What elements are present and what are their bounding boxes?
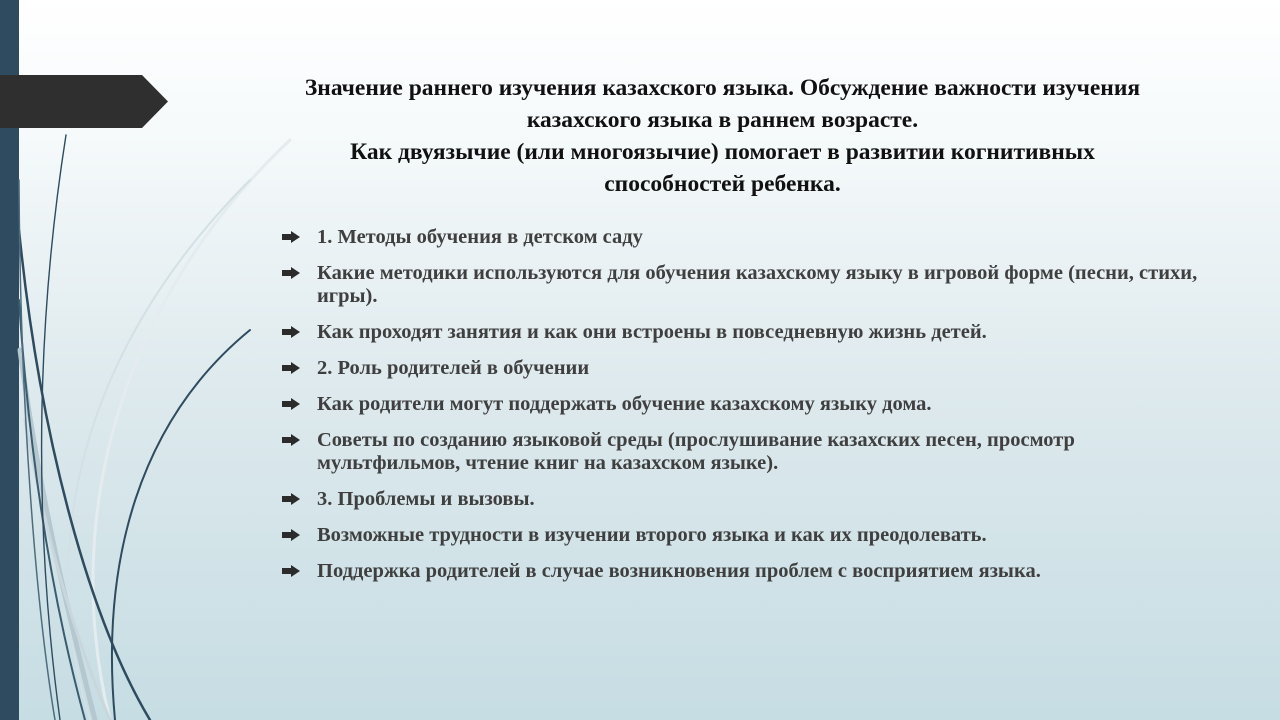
bullet-text: Какие методики используются для обучения казахскому языку в игровой форме (песни, стихи, игры).	[317, 262, 1198, 307]
bullet-list	[282, 226, 1212, 596]
arrow-right-icon	[282, 565, 300, 577]
bullet-text: Поддержка родителей в случае возникновения проблем с восприятием языка.	[317, 560, 1041, 582]
title-line-3: Как двуязычие (или многоязычие) помогает в развитии когнитивных	[350, 139, 1095, 165]
bullet-item	[282, 393, 1212, 416]
arrow-right-icon	[282, 398, 300, 410]
bullet-text: 3. Проблемы и вызовы.	[317, 488, 535, 510]
title-line-1: Значение раннего изучения казахского языка. Обсуждение важности изучения	[304, 75, 1141, 101]
arrow-right-icon	[282, 493, 300, 505]
bullet-text: Как родители могут поддержать обучение казахскому языку дома.	[317, 393, 932, 415]
bullet-item	[282, 560, 1212, 583]
arrow-right-icon	[282, 267, 300, 279]
arrow-right-icon	[282, 529, 300, 541]
bullet-text: 2. Роль родителей в обучении	[317, 357, 590, 379]
title-tab-shape	[0, 75, 168, 128]
bullet-item	[282, 321, 1212, 344]
arrow-right-icon	[282, 326, 300, 338]
arrow-right-icon	[282, 231, 300, 243]
bullet-text: Как проходят занятия и как они встроены в повседневную жизнь детей.	[317, 321, 987, 343]
slide-title	[230, 72, 1215, 200]
bullet-item	[282, 262, 1212, 308]
bullet-text: Советы по созданию языковой среды (прослушивание казахских песен, просмотр мультфильмов, чтение книг на казахском языке).	[317, 429, 1075, 474]
bullet-text: 1. Методы обучения в детском саду	[317, 226, 643, 248]
bullet-text: Возможные трудности в изучении второго языка и как их преодолевать.	[317, 524, 987, 546]
bullet-item	[282, 357, 1212, 380]
bullet-item	[282, 488, 1212, 511]
bullet-item	[282, 524, 1212, 547]
title-line-4: способностей ребенка.	[604, 171, 841, 197]
bullet-item	[282, 429, 1212, 475]
arrow-right-icon	[282, 434, 300, 446]
title-accent-tab	[0, 75, 168, 128]
title-line-2: казахского языка в раннем возрасте.	[526, 107, 919, 133]
bullet-item	[282, 226, 1212, 249]
arrow-right-icon	[282, 362, 300, 374]
